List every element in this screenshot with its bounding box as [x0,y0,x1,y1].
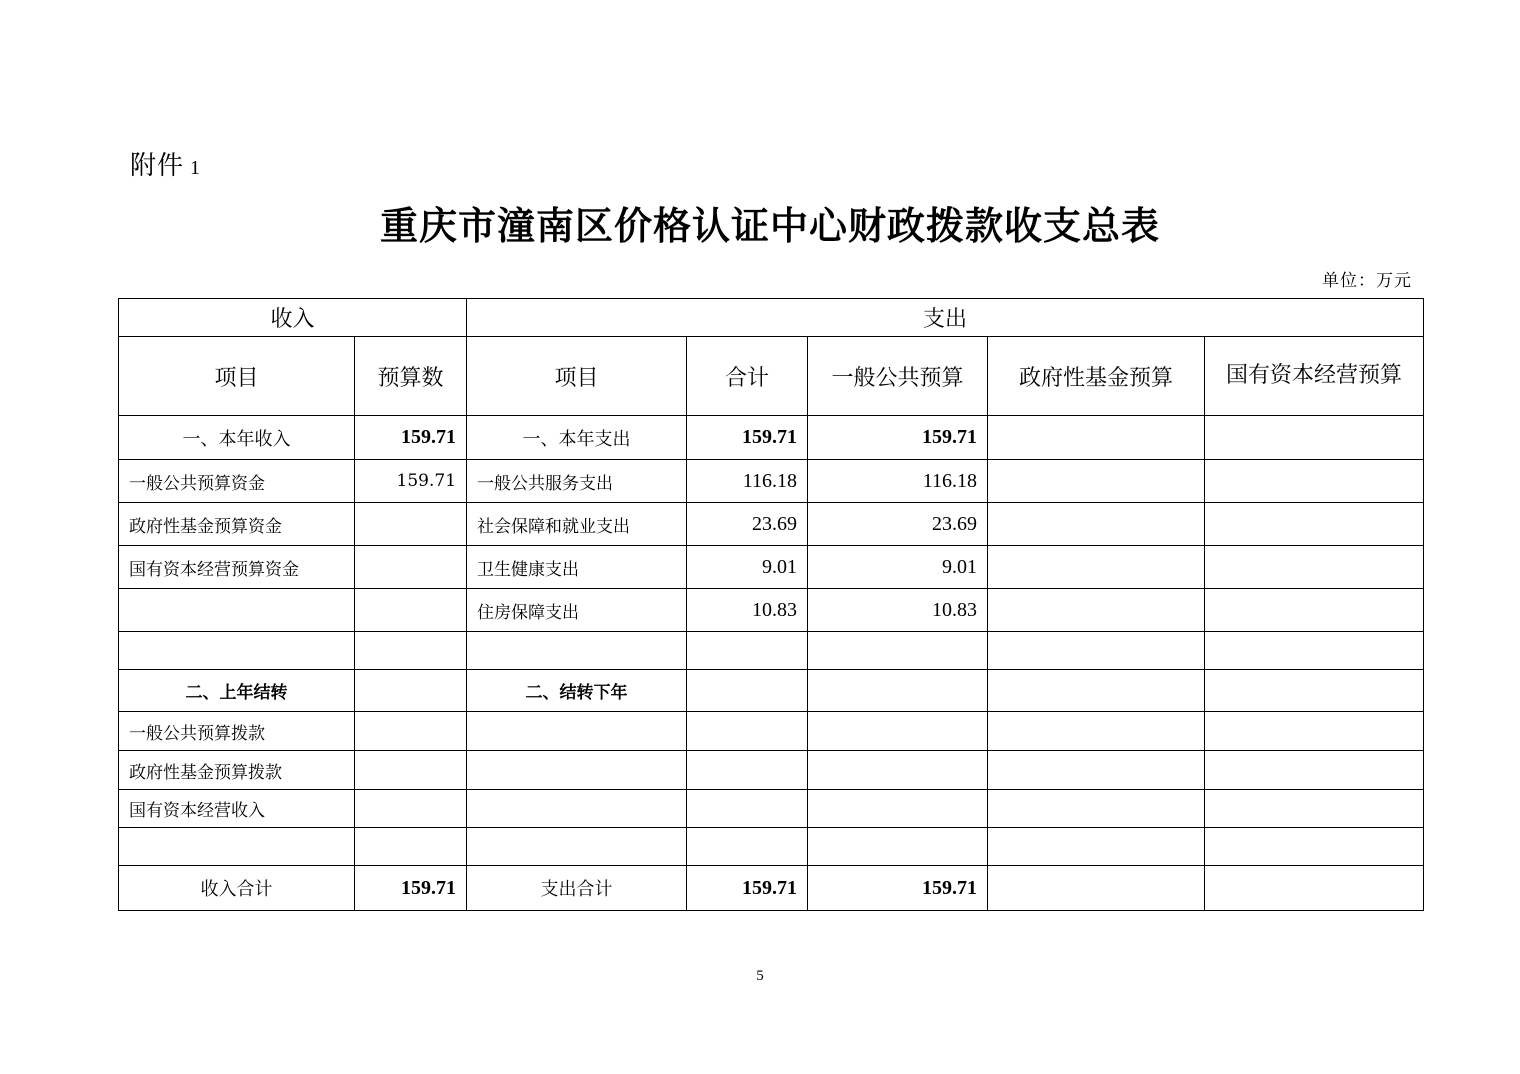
expense-item [467,751,687,790]
expense-state-header: 国有资本经营预算 [1205,337,1424,416]
expense-state [1205,866,1424,911]
income-item-header: 项目 [119,337,355,416]
income-item: 国有资本经营预算资金 [119,546,355,589]
expense-fund [988,460,1205,503]
table-row [119,503,1424,546]
table-row [119,589,1424,632]
expense-item: 卫生健康支出 [467,546,687,589]
income-item: 二、上年结转 [119,670,355,712]
expense-state [1205,828,1424,866]
income-value [355,503,467,546]
table-row [119,712,1424,751]
income-item [119,828,355,866]
expense-item: 二、结转下年 [467,670,687,712]
expense-general [808,828,988,866]
table-row [119,790,1424,828]
table-row [119,416,1424,460]
table-row [119,632,1424,670]
expense-total [687,670,808,712]
expense-general: 159.71 [808,416,988,460]
expense-header: 支出 [467,299,1424,337]
income-item: 政府性基金预算资金 [119,503,355,546]
expense-general [808,712,988,751]
income-item: 一、本年收入 [119,416,355,460]
expense-state [1205,790,1424,828]
expense-item: 住房保障支出 [467,589,687,632]
page-number: 5 [756,968,764,984]
table-row [119,828,1424,866]
expense-fund [988,589,1205,632]
income-value [355,790,467,828]
expense-item-header: 项目 [467,337,687,416]
expense-fund [988,416,1205,460]
income-total-label: 收入合计 [119,866,355,911]
expense-item [467,712,687,751]
expense-item [467,632,687,670]
income-item: 政府性基金预算拨款 [119,751,355,790]
income-item: 一般公共预算拨款 [119,712,355,751]
income-item: 国有资本经营收入 [119,790,355,828]
expense-fund [988,546,1205,589]
expense-state [1205,632,1424,670]
document-title: 重庆市潼南区价格认证中心财政拨款收支总表 [379,203,1160,248]
income-value: 159.71 [355,416,467,460]
expense-state [1205,751,1424,790]
income-value [355,828,467,866]
income-value [355,712,467,751]
expense-general: 159.71 [808,866,988,911]
expense-total [687,751,808,790]
expense-total [687,712,808,751]
income-value [355,546,467,589]
expense-state [1205,416,1424,460]
expense-total: 159.71 [687,416,808,460]
table-row [119,670,1424,712]
expense-general-header: 一般公共预算 [808,337,988,416]
income-item: 一般公共预算资金 [119,460,355,503]
expense-fund-header: 政府性基金预算 [988,337,1205,416]
expense-item: 一、本年支出 [467,416,687,460]
table-row [119,460,1424,503]
expense-general [808,632,988,670]
income-value: 159.71 [355,460,467,503]
expense-total-label: 支出合计 [467,866,687,911]
expense-state [1205,589,1424,632]
expense-state [1205,503,1424,546]
expense-total [687,632,808,670]
unit-label: 单位：万元 [1322,271,1412,291]
expense-general: 116.18 [808,460,988,503]
expense-total [687,828,808,866]
table-row [119,751,1424,790]
expense-total: 10.83 [687,589,808,632]
expense-total-header: 合计 [687,337,808,416]
expense-total: 159.71 [687,866,808,911]
expense-state [1205,670,1424,712]
expense-fund [988,632,1205,670]
table-row [119,866,1424,911]
expense-fund [988,670,1205,712]
expense-general: 23.69 [808,503,988,546]
expense-total [687,790,808,828]
expense-total: 9.01 [687,546,808,589]
income-header: 收入 [119,299,467,337]
expense-fund [988,866,1205,911]
expense-item: 社会保障和就业支出 [467,503,687,546]
expense-fund [988,828,1205,866]
income-budget-header: 预算数 [355,337,467,416]
expense-fund [988,712,1205,751]
expense-general [808,670,988,712]
expense-general [808,790,988,828]
expense-state [1205,712,1424,751]
expense-fund [988,751,1205,790]
expense-state [1205,546,1424,589]
expense-total: 116.18 [687,460,808,503]
expense-general: 9.01 [808,546,988,589]
expense-total: 23.69 [687,503,808,546]
income-value [355,632,467,670]
income-value [355,751,467,790]
expense-state [1205,460,1424,503]
income-total-value: 159.71 [355,866,467,911]
income-value [355,589,467,632]
expense-item: 一般公共服务支出 [467,460,687,503]
expense-item [467,790,687,828]
income-item [119,632,355,670]
expense-fund [988,790,1205,828]
table-row [119,546,1424,589]
attachment-label: 附件 1 [130,151,202,181]
expense-general [808,751,988,790]
income-value [355,670,467,712]
expense-fund [988,503,1205,546]
income-item [119,589,355,632]
budget-table [118,298,1424,911]
expense-general: 10.83 [808,589,988,632]
expense-item [467,828,687,866]
